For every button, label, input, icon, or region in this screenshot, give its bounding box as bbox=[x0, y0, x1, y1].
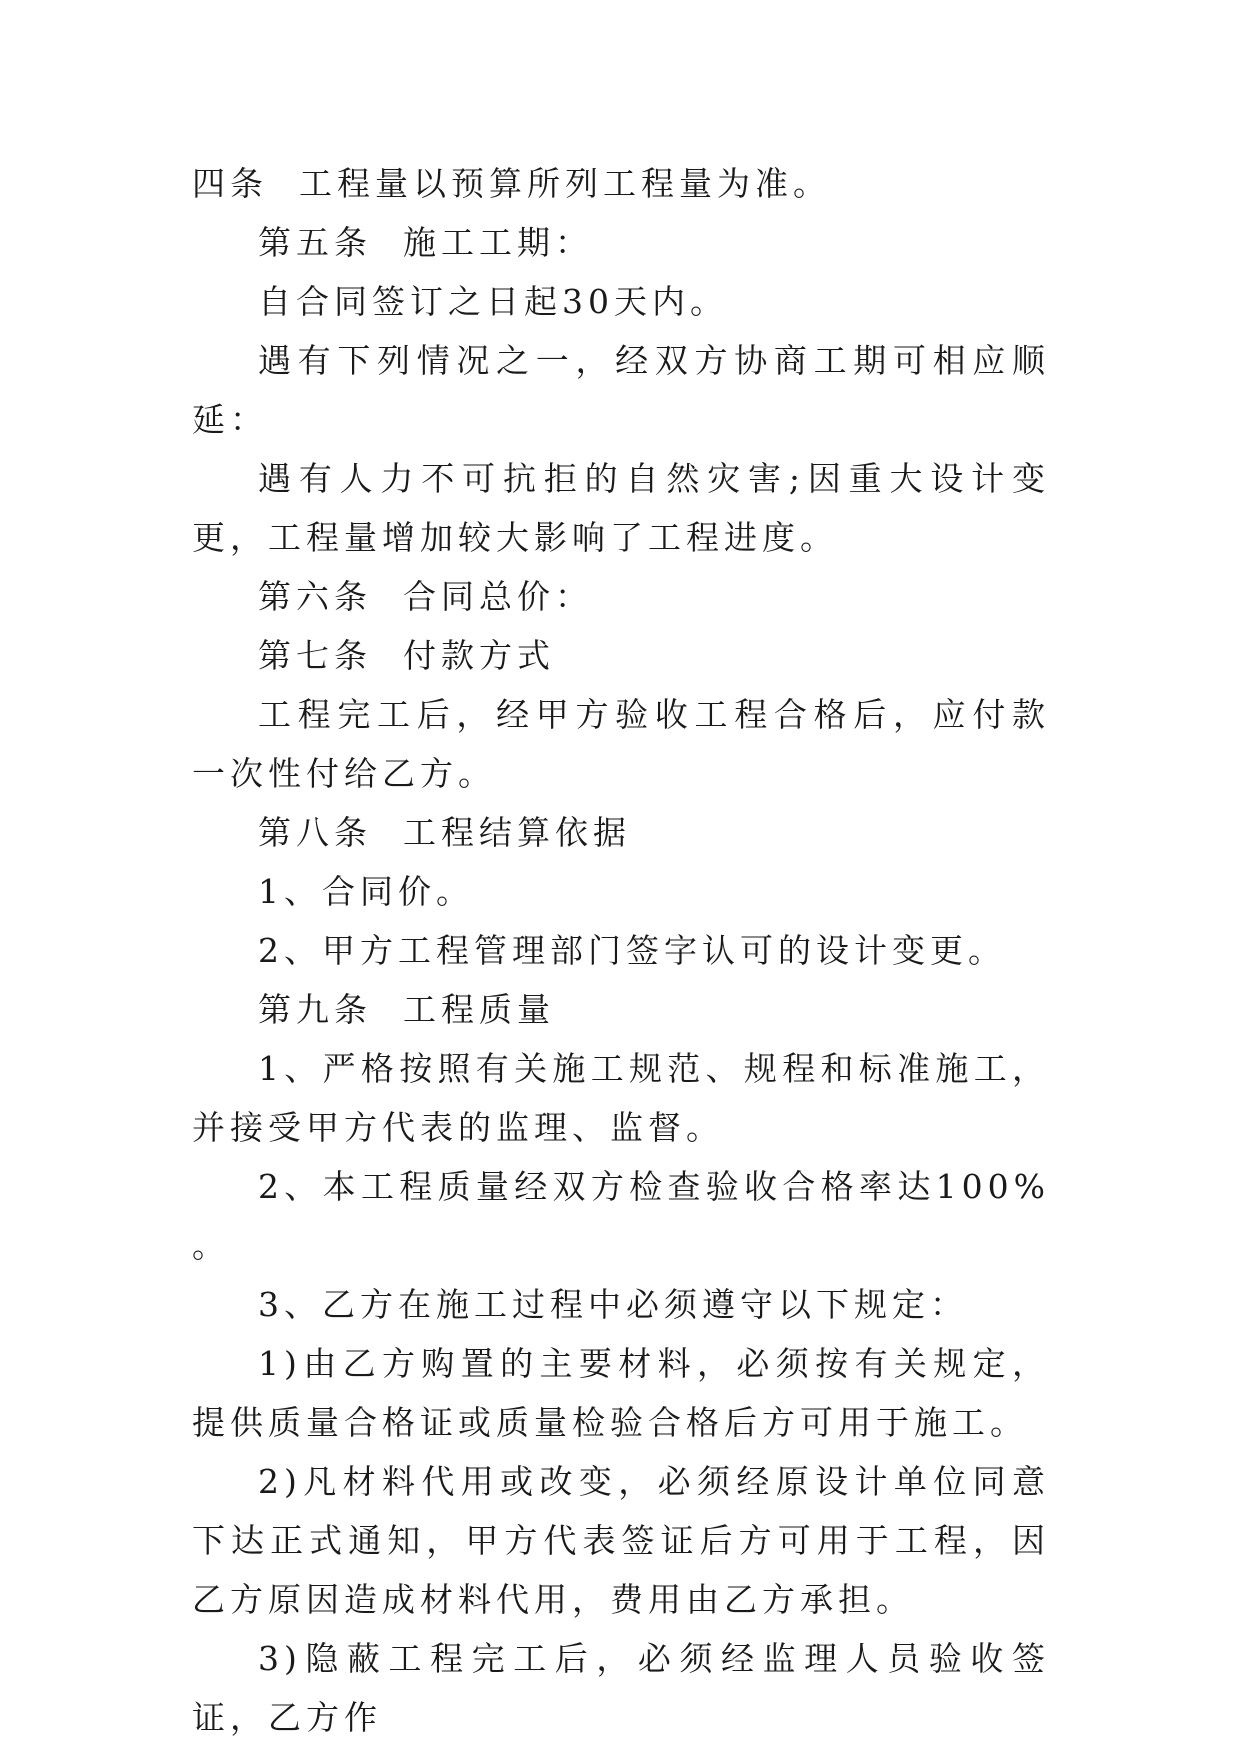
paragraph-clause-9-item-2: 2、本工程质量经双方检查验收合格率达100% 。 bbox=[192, 1167, 1066, 1265]
paragraph-clause-8-item-1: 1、合同价。 bbox=[258, 872, 474, 911]
paragraph-clause-7-payment: 工程完工后，经甲方验收工程合格后，应付款一次性付给乙方。 bbox=[192, 695, 1050, 793]
paragraph-clause-5-duration: 自合同签订之日起30天内。 bbox=[258, 282, 728, 321]
paragraph-clause-7-heading: 第七条 付款方式 bbox=[258, 636, 555, 675]
paragraph-clause-5-heading: 第五条 施工工期： bbox=[258, 223, 593, 262]
paragraph-clause-5-extension: 遇有下列情况之一，经双方协商工期可相应顺延： bbox=[192, 341, 1050, 439]
paragraph-clause-8-item-2: 2、甲方工程管理部门签字认可的设计变更。 bbox=[258, 931, 1006, 970]
paragraph-rule-1: 1)由乙方购置的主要材料，必须按有关规定，提供质量合格证或质量检验合格后方可用于施工。 bbox=[192, 1344, 1050, 1442]
paragraph-clause-4-continued: 四条 工程量以预算所列工程量为准。 bbox=[192, 164, 831, 203]
paragraph-clause-9-heading: 第九条 工程质量 bbox=[258, 990, 555, 1029]
paragraph-clause-9-item-3: 3、乙方在施工过程中必须遵守以下规定： bbox=[258, 1285, 968, 1324]
document-body bbox=[192, 154, 1066, 1747]
paragraph-clause-6-heading: 第六条 合同总价： bbox=[258, 577, 593, 616]
paragraph-clause-5-conditions: 遇有人力不可抗拒的自然灾害;因重大设计变更，工程量增加较大影响了工程进度。 bbox=[192, 459, 1050, 557]
paragraph-clause-9-item-1: 1、严格按照有关施工规范、规程和标准施工，并接受甲方代表的监理、监督。 bbox=[192, 1049, 1050, 1147]
paragraph-rule-2: 2)凡材料代用或改变，必须经原设计单位同意下达正式通知，甲方代表签证后方可用于工程，因乙方原因造成材料代用，费用由乙方承担。 bbox=[192, 1462, 1050, 1619]
paragraph-clause-8-heading: 第八条 工程结算依据 bbox=[258, 813, 631, 852]
paragraph-rule-3: 3)隐蔽工程完工后，必须经监理人员验收签证，乙方作 bbox=[192, 1639, 1050, 1737]
